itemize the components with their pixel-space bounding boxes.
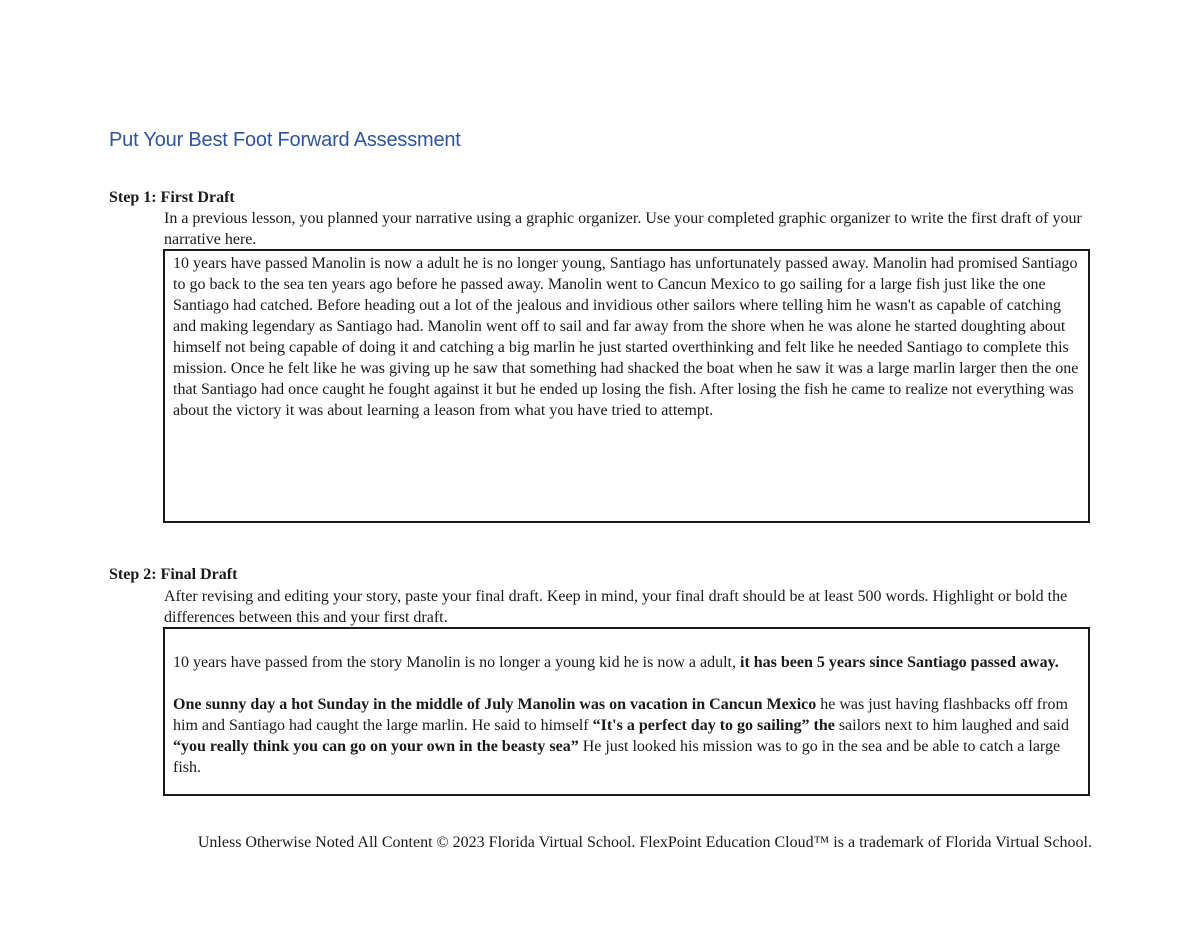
final-draft-bold-text: One sunny day a hot Sunday in the middle of July Manolin was on vacation in Cancun Mexico <box>173 696 817 713</box>
final-draft-bold-text: “you really think you can go on your own in the beasty sea” <box>173 738 579 755</box>
final-draft-bold-text: “It's a perfect day to go sailing” the <box>592 717 835 734</box>
final-draft-box[interactable] <box>163 627 1090 796</box>
final-draft-text: He just looked his mission was to go in the sea and be able to catch a large fish. <box>173 738 1061 776</box>
final-draft-text: he was just having flashbacks off from him and Santiago had caught the large marlin. He said to himself <box>173 696 1068 734</box>
copyright-footer: Unless Otherwise Noted All Content © 2023 Florida Virtual School. FlexPoint Education Cloud™ is a trademark of Florida Virtual School. <box>197 834 1092 851</box>
step1-instructions: In a previous lesson, you planned your narrative using a graphic organizer. Use your completed graphic organizer to write the first draft of your narrative here. <box>164 210 1082 248</box>
final-draft-text: 10 years have passed from the story Manolin is no longer a young kid he is now a adult, <box>173 654 740 671</box>
first-draft-box[interactable] <box>163 249 1090 523</box>
final-draft-paragraph-2 <box>173 694 1080 778</box>
final-draft-text: sailors next to him laughed and said <box>834 717 1069 734</box>
final-draft-paragraph-1 <box>173 652 1080 673</box>
final-draft-bold-text: it has been 5 years since Santiago passed away. <box>740 654 1059 671</box>
step1-heading: Step 1: First Draft <box>109 189 235 206</box>
step2-instructions: After revising and editing your story, paste your final draft. Keep in mind, your final draft should be at least 500 words. Highlight or bold the differences between this and your first draft. <box>164 588 1068 626</box>
page-title: Put Your Best Foot Forward Assessment <box>109 129 461 151</box>
step2-heading: Step 2: Final Draft <box>109 566 238 583</box>
first-draft-text: 10 years have passed Manolin is now a adult he is no longer young, Santiago has unfortunately passed away. Manolin had promised Santiago to go back to the sea ten years ago before he passed away. Manolin went to Cancun Mexico to go sailing for a large fish just like the one Santiago had catched. Before heading out a lot of the jealous and invidious other sailors where telling him he wasn't as capable of catching and making legendary as Santiago had. Manolin went off to sail and far away from the shore when he was alone he started doughting about himself not being capable of doing it and catching a big marlin he just started overthinking and felt like he needed Santiago to complete this mission. Once he felt like he was giving up he saw that something had shacked the boat when he saw it was a large marlin larger then the one that Santiago had once caught he fought against it but he ended up losing the fish. After losing the fish he came to realize not everything was about the victory it was about learning a leason from what you have tried to attempt. <box>173 255 1079 419</box>
